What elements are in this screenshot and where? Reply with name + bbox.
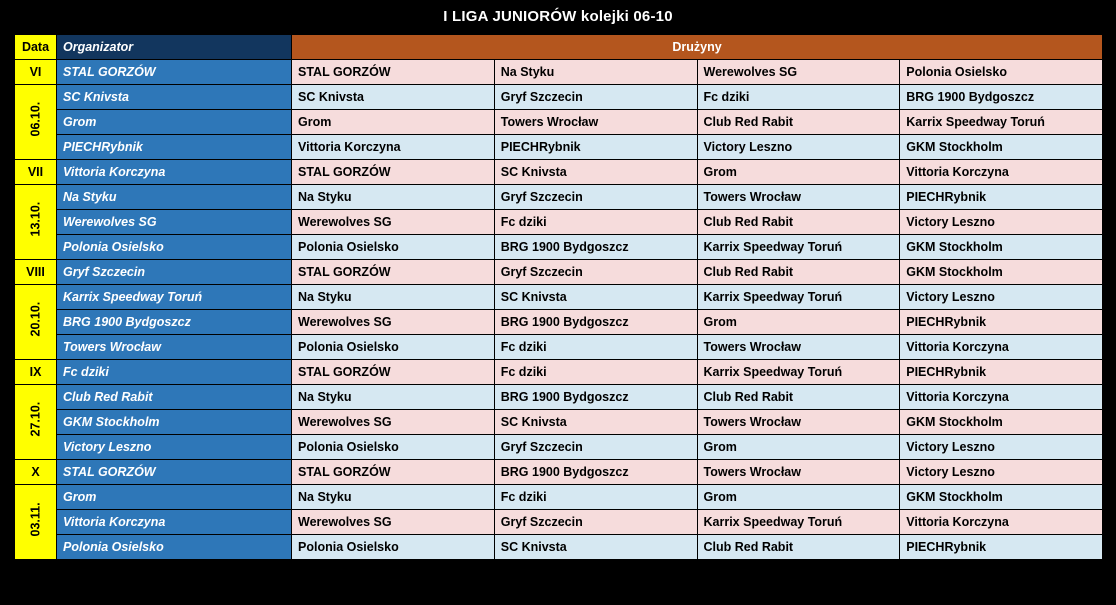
- team-cell: Na Styku: [292, 485, 495, 510]
- organizer-cell: Vittoria Korczyna: [57, 510, 292, 535]
- team-cell: STAL GORZÓW: [292, 60, 495, 85]
- table-row: [15, 335, 1103, 360]
- team-cell: Gryf Szczecin: [494, 85, 697, 110]
- round-date: [15, 385, 57, 460]
- round-number: VIII: [15, 260, 57, 285]
- table-row: [15, 385, 1103, 410]
- round-number: VI: [15, 60, 57, 85]
- round-date-text: 03.11.: [28, 502, 43, 537]
- round-date-text: 13.10.: [28, 201, 43, 237]
- table-row: [15, 110, 1103, 135]
- team-cell: Karrix Speedway Toruń: [900, 110, 1103, 135]
- organizer-cell: Victory Leszno: [57, 435, 292, 460]
- team-cell: SC Knivsta: [494, 410, 697, 435]
- team-cell: Fc dziki: [494, 335, 697, 360]
- team-cell: Fc dziki: [494, 485, 697, 510]
- team-cell: Victory Leszno: [697, 135, 900, 160]
- team-cell: PIECHRybnik: [900, 535, 1103, 560]
- team-cell: Victory Leszno: [900, 460, 1103, 485]
- round-date: [15, 485, 57, 560]
- team-cell: Gryf Szczecin: [494, 435, 697, 460]
- team-cell: SC Knivsta: [494, 160, 697, 185]
- team-cell: BRG 1900 Bydgoszcz: [494, 385, 697, 410]
- schedule-table: [14, 34, 1103, 560]
- team-cell: GKM Stockholm: [900, 410, 1103, 435]
- organizer-cell: STAL GORZÓW: [57, 60, 292, 85]
- organizer-cell: Polonia Osielsko: [57, 535, 292, 560]
- team-cell: Na Styku: [292, 385, 495, 410]
- table-row: [15, 410, 1103, 435]
- team-cell: GKM Stockholm: [900, 235, 1103, 260]
- team-cell: Vittoria Korczyna: [900, 510, 1103, 535]
- team-cell: Karrix Speedway Toruń: [697, 285, 900, 310]
- round-date-text: 20.10.: [28, 301, 43, 337]
- table-row: [15, 285, 1103, 310]
- table-row: [15, 485, 1103, 510]
- team-cell: Vittoria Korczyna: [900, 335, 1103, 360]
- table-row: [15, 510, 1103, 535]
- team-cell: Towers Wrocław: [697, 335, 900, 360]
- schedule-body: [15, 35, 1103, 560]
- team-cell: Polonia Osielsko: [292, 535, 495, 560]
- team-cell: Werewolves SG: [292, 310, 495, 335]
- team-cell: Grom: [697, 435, 900, 460]
- organizer-cell: PIECHRybnik: [57, 135, 292, 160]
- team-cell: STAL GORZÓW: [292, 260, 495, 285]
- team-cell: PIECHRybnik: [900, 310, 1103, 335]
- team-cell: SC Knivsta: [292, 85, 495, 110]
- team-cell: Club Red Rabit: [697, 260, 900, 285]
- team-cell: Werewolves SG: [292, 210, 495, 235]
- team-cell: Fc dziki: [494, 360, 697, 385]
- organizer-cell: GKM Stockholm: [57, 410, 292, 435]
- team-cell: Polonia Osielsko: [292, 335, 495, 360]
- table-row: [15, 185, 1103, 210]
- table-row: [15, 135, 1103, 160]
- header-organizer: Organizator: [57, 35, 292, 60]
- team-cell: BRG 1900 Bydgoszcz: [900, 85, 1103, 110]
- team-cell: Victory Leszno: [900, 285, 1103, 310]
- team-cell: Polonia Osielsko: [900, 60, 1103, 85]
- team-cell: Karrix Speedway Toruń: [697, 510, 900, 535]
- team-cell: Gryf Szczecin: [494, 510, 697, 535]
- organizer-cell: BRG 1900 Bydgoszcz: [57, 310, 292, 335]
- team-cell: Towers Wrocław: [494, 110, 697, 135]
- team-cell: BRG 1900 Bydgoszcz: [494, 310, 697, 335]
- team-cell: Victory Leszno: [900, 435, 1103, 460]
- team-cell: Grom: [697, 485, 900, 510]
- team-cell: Werewolves SG: [292, 410, 495, 435]
- table-row: [15, 360, 1103, 385]
- table-row: [15, 85, 1103, 110]
- table-row: [15, 60, 1103, 85]
- team-cell: SC Knivsta: [494, 535, 697, 560]
- team-cell: Towers Wrocław: [697, 185, 900, 210]
- team-cell: BRG 1900 Bydgoszcz: [494, 460, 697, 485]
- team-cell: Grom: [292, 110, 495, 135]
- organizer-cell: STAL GORZÓW: [57, 460, 292, 485]
- table-row: [15, 435, 1103, 460]
- team-cell: Gryf Szczecin: [494, 185, 697, 210]
- team-cell: Fc dziki: [494, 210, 697, 235]
- team-cell: Polonia Osielsko: [292, 435, 495, 460]
- team-cell: PIECHRybnik: [900, 185, 1103, 210]
- page-title: I LIGA JUNIORÓW kolejki 06-10: [443, 8, 673, 25]
- organizer-cell: Grom: [57, 485, 292, 510]
- round-date: [15, 185, 57, 260]
- round-number: X: [15, 460, 57, 485]
- table-row: [15, 210, 1103, 235]
- table-row: [15, 535, 1103, 560]
- organizer-cell: Gryf Szczecin: [57, 260, 292, 285]
- team-cell: STAL GORZÓW: [292, 460, 495, 485]
- team-cell: Na Styku: [494, 60, 697, 85]
- organizer-cell: Grom: [57, 110, 292, 135]
- team-cell: Fc dziki: [697, 85, 900, 110]
- team-cell: GKM Stockholm: [900, 135, 1103, 160]
- table-header-row: [15, 35, 1103, 60]
- team-cell: Polonia Osielsko: [292, 235, 495, 260]
- organizer-cell: Vittoria Korczyna: [57, 160, 292, 185]
- team-cell: GKM Stockholm: [900, 260, 1103, 285]
- team-cell: Towers Wrocław: [697, 460, 900, 485]
- team-cell: Club Red Rabit: [697, 210, 900, 235]
- team-cell: Karrix Speedway Toruń: [697, 235, 900, 260]
- organizer-cell: Club Red Rabit: [57, 385, 292, 410]
- organizer-cell: Werewolves SG: [57, 210, 292, 235]
- team-cell: STAL GORZÓW: [292, 360, 495, 385]
- organizer-cell: Fc dziki: [57, 360, 292, 385]
- team-cell: Vittoria Korczyna: [900, 160, 1103, 185]
- team-cell: Karrix Speedway Toruń: [697, 360, 900, 385]
- organizer-cell: Karrix Speedway Toruń: [57, 285, 292, 310]
- round-number: IX: [15, 360, 57, 385]
- organizer-cell: Na Styku: [57, 185, 292, 210]
- table-row: [15, 310, 1103, 335]
- team-cell: Werewolves SG: [292, 510, 495, 535]
- team-cell: PIECHRybnik: [494, 135, 697, 160]
- team-cell: Na Styku: [292, 285, 495, 310]
- organizer-cell: SC Knivsta: [57, 85, 292, 110]
- team-cell: STAL GORZÓW: [292, 160, 495, 185]
- team-cell: Club Red Rabit: [697, 385, 900, 410]
- team-cell: Club Red Rabit: [697, 535, 900, 560]
- team-cell: Vittoria Korczyna: [292, 135, 495, 160]
- table-row: [15, 260, 1103, 285]
- round-date-text: 06.10.: [28, 101, 43, 137]
- round-number: VII: [15, 160, 57, 185]
- table-row: [15, 460, 1103, 485]
- table-row: [15, 235, 1103, 260]
- team-cell: GKM Stockholm: [900, 485, 1103, 510]
- team-cell: Werewolves SG: [697, 60, 900, 85]
- team-cell: SC Knivsta: [494, 285, 697, 310]
- team-cell: Victory Leszno: [900, 210, 1103, 235]
- round-date: [15, 85, 57, 160]
- team-cell: Vittoria Korczyna: [900, 385, 1103, 410]
- team-cell: Grom: [697, 310, 900, 335]
- team-cell: Grom: [697, 160, 900, 185]
- team-cell: Club Red Rabit: [697, 110, 900, 135]
- team-cell: Gryf Szczecin: [494, 260, 697, 285]
- table-row: [15, 160, 1103, 185]
- team-cell: Na Styku: [292, 185, 495, 210]
- organizer-cell: Polonia Osielsko: [57, 235, 292, 260]
- team-cell: PIECHRybnik: [900, 360, 1103, 385]
- round-date: [15, 285, 57, 360]
- header-teams: Drużyny: [292, 35, 1103, 60]
- organizer-cell: Towers Wrocław: [57, 335, 292, 360]
- round-date-text: 27.10.: [28, 401, 43, 437]
- team-cell: BRG 1900 Bydgoszcz: [494, 235, 697, 260]
- team-cell: Towers Wrocław: [697, 410, 900, 435]
- header-date: Data: [15, 35, 57, 60]
